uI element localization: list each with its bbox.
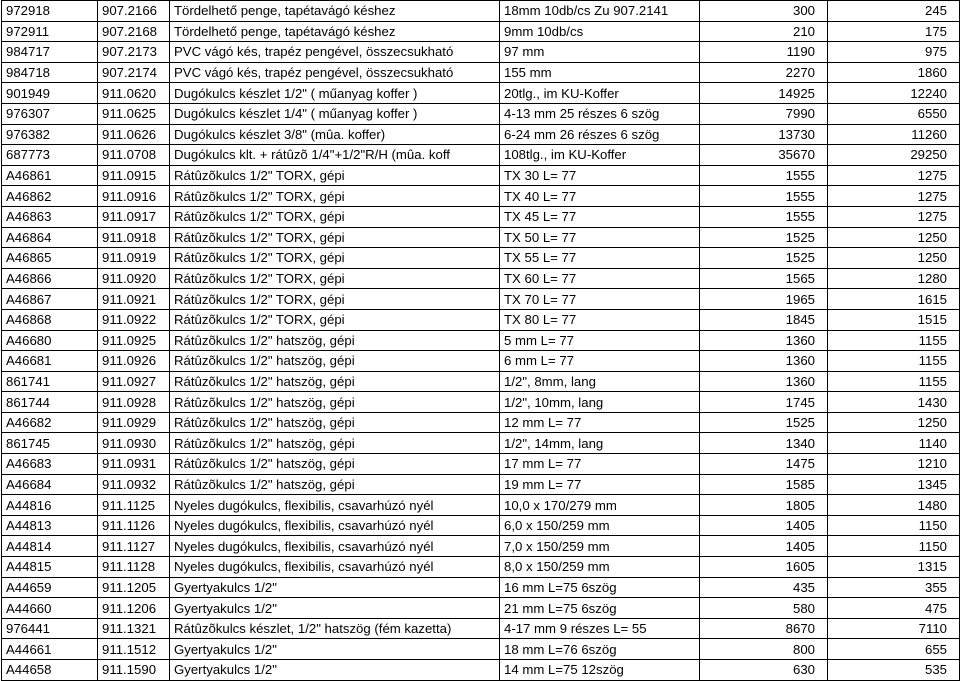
article-number-cell: 911.1128 <box>98 557 170 578</box>
article-number-cell: 911.0932 <box>98 474 170 495</box>
specification-cell: 19 mm L= 77 <box>500 474 700 495</box>
specification-cell: 18 mm L=76 6szög <box>500 639 700 660</box>
article-number-cell: 911.0921 <box>98 289 170 310</box>
specification-cell: TX 55 L= 77 <box>500 248 700 269</box>
net-price-cell: 6550 <box>828 103 960 124</box>
description-cell: Rátûzõkulcs 1/2" TORX, gépi <box>170 289 500 310</box>
product-code-cell: A46683 <box>2 454 98 475</box>
table-row <box>2 495 960 516</box>
product-code-cell: A44814 <box>2 536 98 557</box>
price-cell: 1405 <box>700 536 828 557</box>
product-code-cell: A46863 <box>2 206 98 227</box>
specification-cell: TX 45 L= 77 <box>500 206 700 227</box>
article-number-cell: 911.0925 <box>98 330 170 351</box>
price-cell: 1360 <box>700 371 828 392</box>
product-code-cell: A44813 <box>2 515 98 536</box>
price-table <box>1 0 960 681</box>
table-row <box>2 515 960 536</box>
specification-cell: 5 mm L= 77 <box>500 330 700 351</box>
table-row <box>2 618 960 639</box>
description-cell: Rátûzõkulcs 1/2" hatszög, gépi <box>170 371 500 392</box>
product-code-cell: 861745 <box>2 433 98 454</box>
table-row <box>2 330 960 351</box>
specification-cell: 12 mm L= 77 <box>500 412 700 433</box>
specification-cell: 21 mm L=75 6szög <box>500 598 700 619</box>
specification-cell: 6-24 mm 26 részes 6 szög <box>500 124 700 145</box>
net-price-cell: 1860 <box>828 62 960 83</box>
specification-cell: 108tlg., im KU-Koffer <box>500 145 700 166</box>
table-row <box>2 309 960 330</box>
net-price-cell: 655 <box>828 639 960 660</box>
specification-cell: TX 80 L= 77 <box>500 309 700 330</box>
price-cell: 7990 <box>700 103 828 124</box>
description-cell: Rátûzõkulcs 1/2" TORX, gépi <box>170 186 500 207</box>
description-cell: Tördelhető penge, tapétavágó késhez <box>170 21 500 42</box>
net-price-cell: 1275 <box>828 206 960 227</box>
net-price-cell: 1155 <box>828 351 960 372</box>
article-number-cell: 911.0929 <box>98 412 170 433</box>
description-cell: Rátûzõkulcs 1/2" hatszög, gépi <box>170 351 500 372</box>
specification-cell: TX 50 L= 77 <box>500 227 700 248</box>
table-row <box>2 42 960 63</box>
description-cell: Gyertyakulcs 1/2" <box>170 660 500 681</box>
net-price-cell: 1150 <box>828 536 960 557</box>
article-number-cell: 911.0708 <box>98 145 170 166</box>
specification-cell: 6,0 x 150/259 mm <box>500 515 700 536</box>
article-number-cell: 911.1126 <box>98 515 170 536</box>
specification-cell: 6 mm L= 77 <box>500 351 700 372</box>
price-cell: 1340 <box>700 433 828 454</box>
net-price-cell: 1250 <box>828 227 960 248</box>
description-cell: PVC vágó kés, trapéz pengével, összecsukható <box>170 42 500 63</box>
net-price-cell: 975 <box>828 42 960 63</box>
price-cell: 1565 <box>700 268 828 289</box>
specification-cell: 18mm 10db/cs Zu 907.2141 <box>500 1 700 22</box>
price-cell: 1525 <box>700 248 828 269</box>
description-cell: Rátûzõkulcs 1/2" TORX, gépi <box>170 206 500 227</box>
description-cell: Dugókulcs készlet 1/4" ( műanyag koffer ) <box>170 103 500 124</box>
product-code-cell: A46864 <box>2 227 98 248</box>
net-price-cell: 1615 <box>828 289 960 310</box>
description-cell: Rátûzõkulcs 1/2" hatszög, gépi <box>170 392 500 413</box>
article-number-cell: 911.1205 <box>98 577 170 598</box>
product-code-cell: A44658 <box>2 660 98 681</box>
specification-cell: TX 30 L= 77 <box>500 165 700 186</box>
table-row <box>2 289 960 310</box>
price-cell: 8670 <box>700 618 828 639</box>
product-code-cell: 984717 <box>2 42 98 63</box>
article-number-cell: 907.2168 <box>98 21 170 42</box>
net-price-cell: 245 <box>828 1 960 22</box>
article-number-cell: 911.1321 <box>98 618 170 639</box>
table-row <box>2 206 960 227</box>
net-price-cell: 1315 <box>828 557 960 578</box>
specification-cell: 9mm 10db/cs <box>500 21 700 42</box>
article-number-cell: 911.0915 <box>98 165 170 186</box>
net-price-cell: 535 <box>828 660 960 681</box>
product-code-cell: 901949 <box>2 83 98 104</box>
price-cell: 1965 <box>700 289 828 310</box>
product-code-cell: 687773 <box>2 145 98 166</box>
table-row <box>2 351 960 372</box>
specification-cell: 4-13 mm 25 részes 6 szög <box>500 103 700 124</box>
specification-cell: 16 mm L=75 6szög <box>500 577 700 598</box>
price-cell: 1405 <box>700 515 828 536</box>
specification-cell: TX 60 L= 77 <box>500 268 700 289</box>
product-code-cell: A46681 <box>2 351 98 372</box>
net-price-cell: 355 <box>828 577 960 598</box>
product-code-cell: 976382 <box>2 124 98 145</box>
price-cell: 13730 <box>700 124 828 145</box>
price-cell: 1805 <box>700 495 828 516</box>
description-cell: Gyertyakulcs 1/2" <box>170 639 500 660</box>
article-number-cell: 907.2174 <box>98 62 170 83</box>
table-row <box>2 412 960 433</box>
description-cell: Tördelhető penge, tapétavágó késhez <box>170 1 500 22</box>
article-number-cell: 911.1590 <box>98 660 170 681</box>
product-code-cell: A46861 <box>2 165 98 186</box>
description-cell: Dugókulcs készlet 1/2" ( műanyag koffer ) <box>170 83 500 104</box>
description-cell: Nyeles dugókulcs, flexibilis, csavarhúzó nyél <box>170 515 500 536</box>
article-number-cell: 911.0916 <box>98 186 170 207</box>
description-cell: Dugókulcs klt. + rátûzõ 1/4"+1/2"R/H (mûa. koff <box>170 145 500 166</box>
net-price-cell: 1210 <box>828 454 960 475</box>
net-price-cell: 1155 <box>828 371 960 392</box>
table-row <box>2 557 960 578</box>
price-cell: 300 <box>700 1 828 22</box>
price-cell: 1475 <box>700 454 828 475</box>
table-row <box>2 124 960 145</box>
net-price-cell: 1480 <box>828 495 960 516</box>
specification-cell: 4-17 mm 9 részes L= 55 <box>500 618 700 639</box>
description-cell: Rátûzõkulcs 1/2" hatszög, gépi <box>170 454 500 475</box>
specification-cell: 1/2", 10mm, lang <box>500 392 700 413</box>
table-row <box>2 268 960 289</box>
price-cell: 1555 <box>700 206 828 227</box>
table-row <box>2 165 960 186</box>
specification-cell: 1/2", 14mm, lang <box>500 433 700 454</box>
product-code-cell: A44660 <box>2 598 98 619</box>
price-cell: 1555 <box>700 186 828 207</box>
table-row <box>2 371 960 392</box>
price-cell: 1585 <box>700 474 828 495</box>
net-price-cell: 1430 <box>828 392 960 413</box>
specification-cell: TX 40 L= 77 <box>500 186 700 207</box>
specification-cell: 1/2", 8mm, lang <box>500 371 700 392</box>
article-number-cell: 911.0918 <box>98 227 170 248</box>
table-row <box>2 474 960 495</box>
product-code-cell: A46862 <box>2 186 98 207</box>
description-cell: Rátûzõkulcs 1/2" hatszög, gépi <box>170 474 500 495</box>
description-cell: PVC vágó kés, trapéz pengével, összecsukható <box>170 62 500 83</box>
price-cell: 210 <box>700 21 828 42</box>
product-code-cell: A44815 <box>2 557 98 578</box>
table-row <box>2 433 960 454</box>
description-cell: Rátûzõkulcs 1/2" TORX, gépi <box>170 309 500 330</box>
price-cell: 1605 <box>700 557 828 578</box>
price-cell: 1525 <box>700 227 828 248</box>
product-code-cell: 972918 <box>2 1 98 22</box>
table-row <box>2 660 960 681</box>
net-price-cell: 1275 <box>828 165 960 186</box>
table-row <box>2 21 960 42</box>
price-cell: 435 <box>700 577 828 598</box>
article-number-cell: 911.0919 <box>98 248 170 269</box>
net-price-cell: 11260 <box>828 124 960 145</box>
article-number-cell: 911.0931 <box>98 454 170 475</box>
product-code-cell: A44661 <box>2 639 98 660</box>
net-price-cell: 1250 <box>828 412 960 433</box>
product-code-cell: A46682 <box>2 412 98 433</box>
price-cell: 2270 <box>700 62 828 83</box>
article-number-cell: 911.0930 <box>98 433 170 454</box>
table-row <box>2 103 960 124</box>
price-cell: 630 <box>700 660 828 681</box>
price-cell: 1845 <box>700 309 828 330</box>
description-cell: Rátûzõkulcs 1/2" hatszög, gépi <box>170 412 500 433</box>
specification-cell: 17 mm L= 77 <box>500 454 700 475</box>
net-price-cell: 1275 <box>828 186 960 207</box>
article-number-cell: 907.2166 <box>98 1 170 22</box>
article-number-cell: 911.0928 <box>98 392 170 413</box>
table-row <box>2 227 960 248</box>
product-code-cell: A46868 <box>2 309 98 330</box>
price-cell: 800 <box>700 639 828 660</box>
specification-cell: 8,0 x 150/259 mm <box>500 557 700 578</box>
description-cell: Rátûzõkulcs 1/2" TORX, gépi <box>170 248 500 269</box>
price-cell: 1555 <box>700 165 828 186</box>
description-cell: Rátûzõkulcs 1/2" TORX, gépi <box>170 165 500 186</box>
product-code-cell: 861744 <box>2 392 98 413</box>
description-cell: Rátûzõkulcs 1/2" TORX, gépi <box>170 268 500 289</box>
article-number-cell: 911.1206 <box>98 598 170 619</box>
specification-cell: 155 mm <box>500 62 700 83</box>
specification-cell: 97 mm <box>500 42 700 63</box>
table-row <box>2 577 960 598</box>
description-cell: Nyeles dugókulcs, flexibilis, csavarhúzó nyél <box>170 557 500 578</box>
product-code-cell: A44659 <box>2 577 98 598</box>
net-price-cell: 175 <box>828 21 960 42</box>
price-cell: 14925 <box>700 83 828 104</box>
price-cell: 1525 <box>700 412 828 433</box>
product-code-cell: A46867 <box>2 289 98 310</box>
description-cell: Gyertyakulcs 1/2" <box>170 598 500 619</box>
table-row <box>2 598 960 619</box>
table-body <box>2 1 960 681</box>
specification-cell: TX 70 L= 77 <box>500 289 700 310</box>
specification-cell: 14 mm L=75 12szög <box>500 660 700 681</box>
price-cell: 1745 <box>700 392 828 413</box>
description-cell: Dugókulcs készlet 3/8" (mûa. koffer) <box>170 124 500 145</box>
table-row <box>2 536 960 557</box>
article-number-cell: 911.1125 <box>98 495 170 516</box>
description-cell: Nyeles dugókulcs, flexibilis, csavarhúzó nyél <box>170 495 500 516</box>
article-number-cell: 911.0920 <box>98 268 170 289</box>
table-row <box>2 62 960 83</box>
net-price-cell: 1280 <box>828 268 960 289</box>
description-cell: Rátûzõkulcs készlet, 1/2" hatszög (fém kazetta) <box>170 618 500 639</box>
net-price-cell: 475 <box>828 598 960 619</box>
product-code-cell: 976441 <box>2 618 98 639</box>
net-price-cell: 1155 <box>828 330 960 351</box>
product-code-cell: 972911 <box>2 21 98 42</box>
table-row <box>2 83 960 104</box>
article-number-cell: 911.1512 <box>98 639 170 660</box>
article-number-cell: 911.0917 <box>98 206 170 227</box>
product-code-cell: 976307 <box>2 103 98 124</box>
article-number-cell: 911.0927 <box>98 371 170 392</box>
article-number-cell: 911.1127 <box>98 536 170 557</box>
table-row <box>2 639 960 660</box>
article-number-cell: 911.0625 <box>98 103 170 124</box>
table-row <box>2 145 960 166</box>
specification-cell: 7,0 x 150/259 mm <box>500 536 700 557</box>
article-number-cell: 911.0626 <box>98 124 170 145</box>
specification-cell: 20tlg., im KU-Koffer <box>500 83 700 104</box>
net-price-cell: 1515 <box>828 309 960 330</box>
net-price-cell: 1150 <box>828 515 960 536</box>
description-cell: Nyeles dugókulcs, flexibilis, csavarhúzó nyél <box>170 536 500 557</box>
price-cell: 1190 <box>700 42 828 63</box>
article-number-cell: 907.2173 <box>98 42 170 63</box>
description-cell: Rátûzõkulcs 1/2" hatszög, gépi <box>170 330 500 351</box>
product-code-cell: 984718 <box>2 62 98 83</box>
price-cell: 1360 <box>700 351 828 372</box>
price-cell: 35670 <box>700 145 828 166</box>
table-row <box>2 392 960 413</box>
product-code-cell: 861741 <box>2 371 98 392</box>
specification-cell: 10,0 x 170/279 mm <box>500 495 700 516</box>
table-row <box>2 186 960 207</box>
net-price-cell: 1140 <box>828 433 960 454</box>
article-number-cell: 911.0926 <box>98 351 170 372</box>
table-row <box>2 454 960 475</box>
product-code-cell: A46684 <box>2 474 98 495</box>
article-number-cell: 911.0922 <box>98 309 170 330</box>
product-code-cell: A46865 <box>2 248 98 269</box>
description-cell: Gyertyakulcs 1/2" <box>170 577 500 598</box>
description-cell: Rátûzõkulcs 1/2" TORX, gépi <box>170 227 500 248</box>
net-price-cell: 1250 <box>828 248 960 269</box>
price-cell: 580 <box>700 598 828 619</box>
price-cell: 1360 <box>700 330 828 351</box>
table-row <box>2 248 960 269</box>
net-price-cell: 7110 <box>828 618 960 639</box>
table-row <box>2 1 960 22</box>
net-price-cell: 29250 <box>828 145 960 166</box>
product-code-cell: A46866 <box>2 268 98 289</box>
description-cell: Rátûzõkulcs 1/2" hatszög, gépi <box>170 433 500 454</box>
net-price-cell: 12240 <box>828 83 960 104</box>
product-code-cell: A46680 <box>2 330 98 351</box>
product-code-cell: A44816 <box>2 495 98 516</box>
net-price-cell: 1345 <box>828 474 960 495</box>
article-number-cell: 911.0620 <box>98 83 170 104</box>
